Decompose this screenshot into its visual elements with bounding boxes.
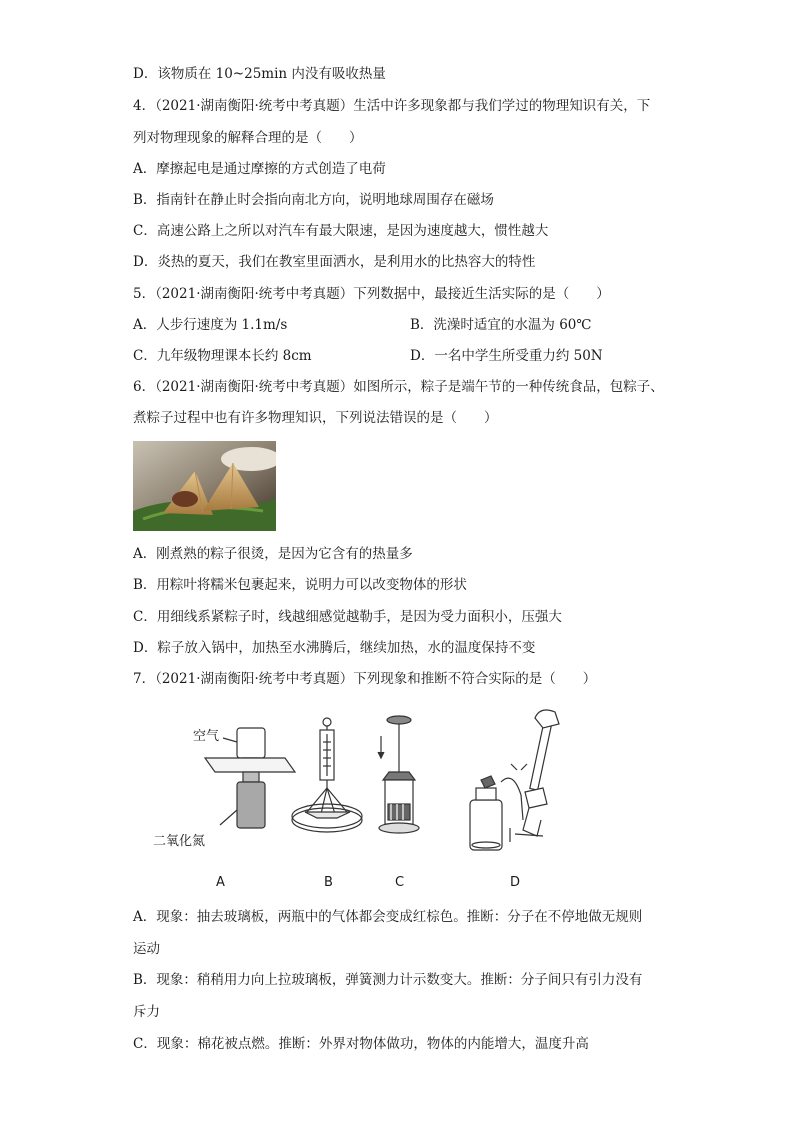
q7-option-b-line2: 斥力 [133, 1004, 160, 1020]
label-air: 空气 [193, 729, 220, 744]
q5-option-b: B．洗澡时适宜的水温为 60℃ [410, 317, 592, 333]
q7-option-b-line1: B．现象：稍稍用力向上拉玻璃板，弹簧测力计示数变大。推断：分子间只有引力没有 [133, 972, 643, 988]
q4-option-d: D．炎热的夏天，我们在教室里面洒水，是利用水的比热容大的特性 [133, 254, 536, 270]
q7-option-a-line2: 运动 [133, 941, 160, 957]
spring-scale-glass-plate-icon [292, 718, 362, 832]
q4-option-a: A．摩擦起电是通过摩擦的方式创造了电荷 [133, 161, 386, 177]
label-a: A [216, 875, 225, 890]
q6-option-d: D．粽子放入锅中，加热至水沸腾后，继续加热，水的温度保持不变 [133, 640, 536, 656]
bottle-pump-icon [470, 710, 559, 850]
q4-option-c: C．高速公路上之所以对汽车有最大限速，是因为速度越大，惯性越大 [133, 223, 549, 239]
label-b: B [324, 875, 333, 890]
air-compression-cylinder-icon [378, 716, 419, 833]
q7-option-c: C．现象：棉花被点燃。推断：外界对物体做功，物体的内能增大，温度升高 [133, 1036, 589, 1052]
q5-option-a: A．人步行速度为 1.1m/s [133, 317, 288, 333]
q3-option-d: D．该物质在 10~25min 内没有吸收热量 [133, 66, 386, 82]
q7-stem: 7．（2021·湖南衡阳·统考中考真题）下列现象和推断不符合实际的是（ ） [133, 671, 597, 687]
q6-stem-line1: 6．（2021·湖南衡阳·统考中考真题）如图所示，粽子是端午节的一种传统食品，包粽子、 [133, 379, 664, 395]
q6-option-c: C．用细线系紧粽子时，线越细感觉越勒手，是因为受力面积小，压强大 [133, 609, 562, 625]
q4-stem-line2: 列对物理现象的解释合理的是（ ） [133, 130, 363, 146]
q6-option-a: A．刚煮熟的粽子很烫，是因为它含有的热量多 [133, 546, 413, 562]
q4-option-b: B．指南针在静止时会指向南北方向，说明地球周围存在磁场 [133, 192, 494, 208]
label-c: C [395, 875, 405, 890]
q4-stem-line1: 4．（2021·湖南衡阳·统考中考真题）生活中许多现象都与我们学过的物理知识有关，下 [133, 98, 651, 114]
q6-stem-line2: 煮粽子过程中也有许多物理知识，下列说法错误的是（ ） [133, 410, 498, 426]
label-no2: 二氧化氮 [153, 834, 206, 849]
q6-option-b: B．用粽叶将糯米包裹起来，说明力可以改变物体的形状 [133, 577, 467, 593]
q7-option-a-line1: A．现象：抽去玻璃板，两瓶中的气体都会变成红棕色。推断：分子在不停地做无规则 [133, 909, 643, 925]
label-d: D [510, 875, 521, 890]
q5-stem: 5．（2021·湖南衡阳·统考中考真题）下列数据中，最接近生活实际的是（ ） [133, 286, 610, 302]
q5-option-d: D．一名中学生所受重力约 50N [410, 348, 603, 364]
q7-figure [145, 700, 595, 895]
q5-option-c: C．九年级物理课本长约 8cm [133, 348, 312, 364]
zongzi-photo-icon [133, 441, 276, 531]
